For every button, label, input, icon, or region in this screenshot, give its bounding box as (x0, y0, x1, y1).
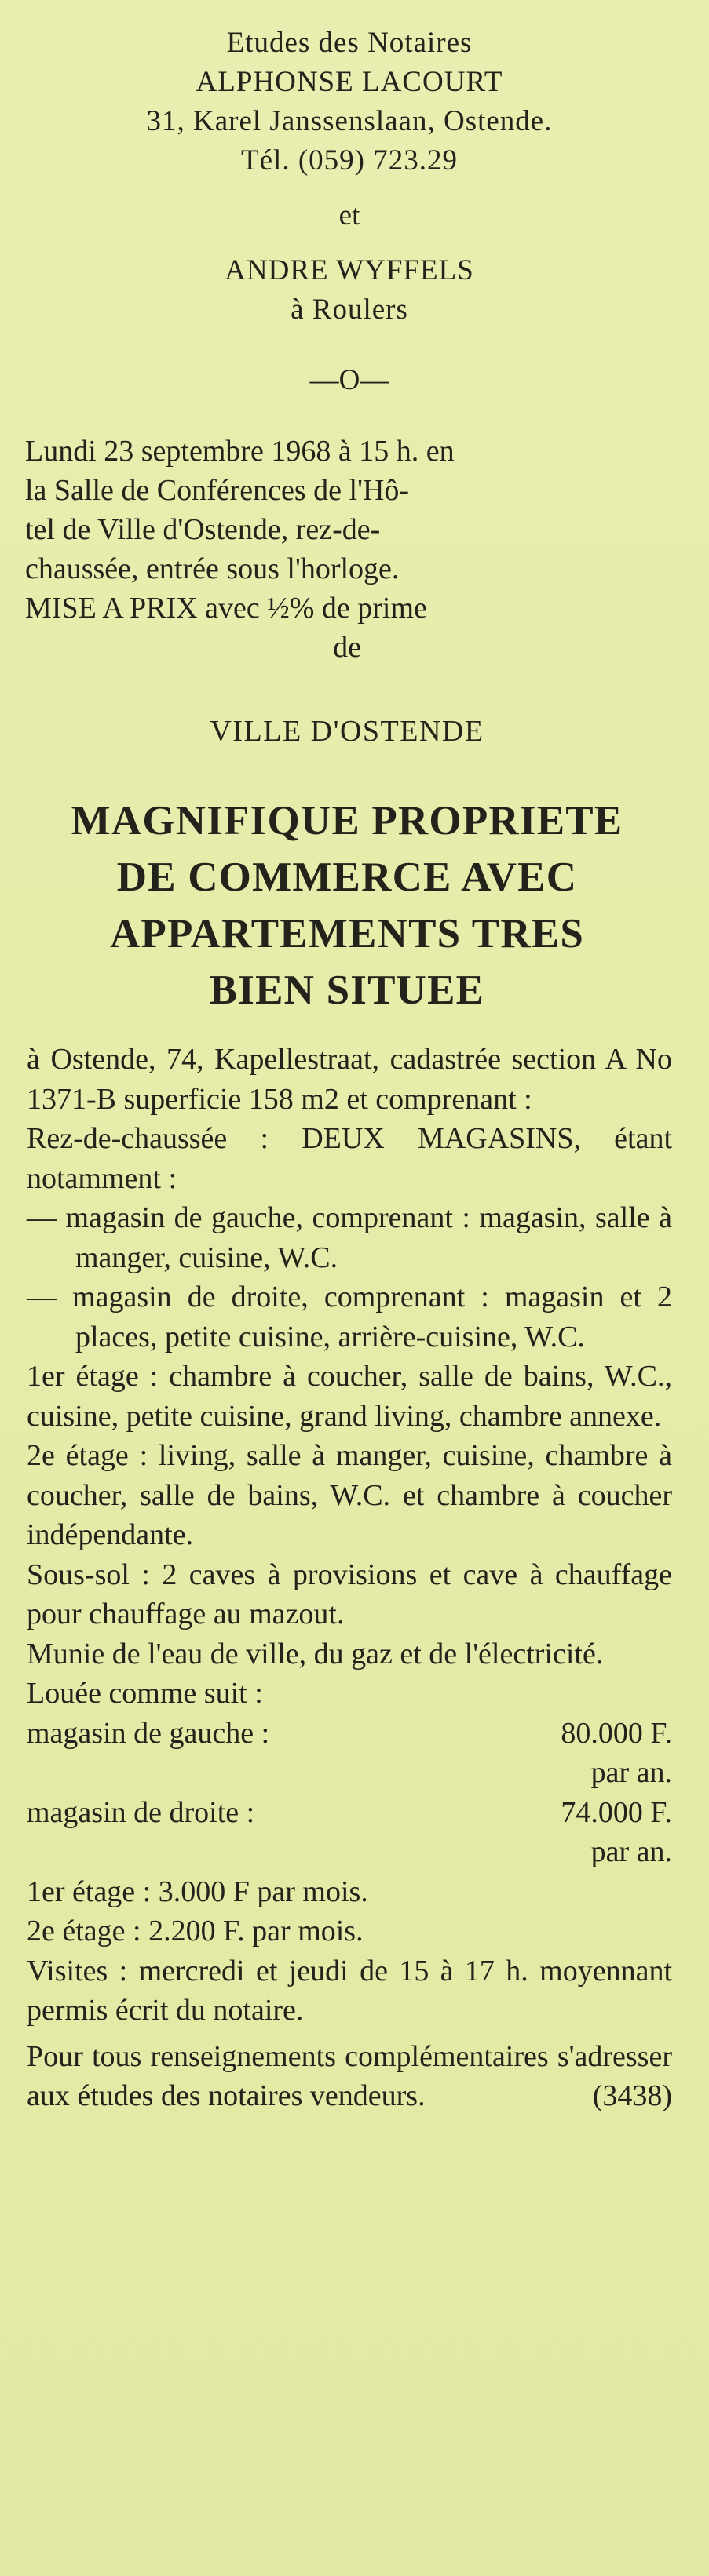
reference-number: (3438) (592, 2079, 672, 2112)
info-text (27, 2037, 672, 2116)
auction-intro (25, 432, 669, 667)
header-line-1: Etudes des Notaires (226, 27, 473, 59)
rent-left-period: par an. (590, 1756, 672, 1789)
rent-right-period: par an. (590, 1835, 672, 1868)
city-name: VILLE D'OSTENDE (210, 715, 484, 748)
notary-name-lacourt: ALPHONSE LACOURT (196, 66, 503, 98)
notary-phone: Tél. (059) 723.29 (241, 144, 458, 177)
utilities-text: Munie de l'eau de ville, du gaz et de l'électricité. (27, 1637, 604, 1671)
intro-line: Lundi 23 septembre 1968 à 15 h. en (25, 435, 455, 468)
rent-second-floor: 2e étage : 2.200 F. par mois. (27, 1915, 364, 1947)
rent-left-value: 80.000 F. (561, 1716, 672, 1750)
intro-line: chaussée, entrée sous l'horloge. (25, 552, 400, 585)
rent-left-label: magasin de gauche : (27, 1716, 270, 1750)
intro-line: MISE A PRIX avec ½% de prime (25, 592, 427, 625)
ground-floor-text: Rez-de-chaussée : DEUX MAGASINS, étant notamment : (27, 1122, 672, 1195)
rent-right-value: 74.000 F. (561, 1795, 672, 1829)
intro-line: la Salle de Conférences de l'Hô- (25, 474, 410, 507)
rent-first-floor: 1er étage : 3.000 F par mois. (27, 1875, 368, 1908)
rent-row-right-shop (27, 1793, 672, 1833)
second-floor-text: 2e étage : living, salle à manger, cuisine, chambre à coucher, salle de bains, W.C. et chambre à coucher indépendante. (27, 1439, 672, 1551)
notary-address: 31, Karel Janssenslaan, Ostende. (146, 105, 553, 137)
rent-intro: Louée comme suit : (27, 1677, 263, 1710)
shop-left-text: — magasin de gauche, comprenant : magasin, salle à manger, cuisine, W.C. (27, 1201, 672, 1274)
rent-right-label: magasin de droite : (27, 1795, 255, 1829)
first-floor-text: 1er étage : chambre à coucher, salle de bains, W.C., cuisine, petite cuisine, grand living, chambre annexe. (27, 1360, 672, 1433)
shop-right-text: — magasin de droite, comprenant : magasin et 2 places, petite cuisine, arrière-cuisine, W.C. (27, 1281, 672, 1354)
rent-row-left-shop (27, 1714, 672, 1754)
headline-line: BIEN SITUEE (209, 967, 485, 1013)
property-headline (17, 792, 677, 1018)
info-sentence: Pour tous renseignements complémentaires s'adresser aux études des notaires vendeurs. (27, 2039, 672, 2112)
visits-text: Visites : mercredi et jeudi de 15 à 17 h. moyennant permis écrit du notaire. (27, 1954, 672, 2027)
notary-name-wyffels: ANDRE WYFFELS (225, 254, 474, 286)
separator: —O— (309, 364, 389, 396)
header-et: et (338, 199, 360, 231)
headline-line: DE COMMERCE AVEC (116, 854, 578, 900)
basement-text: Sous-sol : 2 caves à provisions et cave à chauffage pour chauffage au mazout. (27, 1558, 672, 1630)
notary-header (24, 24, 675, 400)
notary-town: à Roulers (291, 293, 408, 326)
headline-line: MAGNIFIQUE PROPRIETE (71, 798, 623, 843)
location-text: à Ostende, 74, Kapellestraat, cadastrée section A No 1371-B superficie 158 m2 et comprenant : (27, 1043, 672, 1116)
intro-line: tel de Ville d'Ostende, rez-de- (25, 513, 381, 546)
intro-last: de (333, 631, 361, 664)
property-description (27, 1040, 672, 2116)
headline-line: APPARTEMENTS TRES (109, 911, 585, 956)
